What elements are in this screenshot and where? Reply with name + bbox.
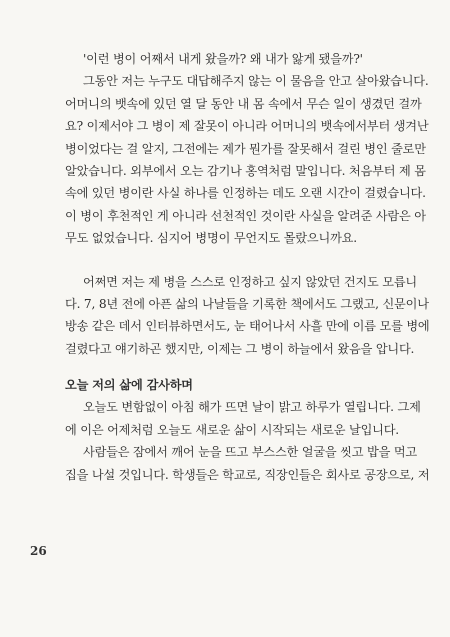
paragraph-line: 사람들은 잠에서 깨어 눈을 뜨고 부스스한 얼굴을 씻고 밥을 먹고 xyxy=(83,445,417,460)
paragraph-line: 무도 없었습니다. 심지어 병명이 무언지도 몰랐으니까요. xyxy=(65,231,357,246)
paragraph-line: 알았습니다. 외부에서 오는 감기나 홍역처럼 말입니다. 처음부터 제 몸 xyxy=(65,163,426,178)
paragraph-line: 오늘도 변함없이 아침 해가 뜨면 날이 밝고 하루가 열립니다. 그제 xyxy=(83,400,421,415)
paragraph-gap xyxy=(65,250,403,271)
quote-line: '이런 병이 어째서 내게 왔을까? 왜 내가 앓게 됐을까?' xyxy=(83,52,363,66)
paragraph-line: 속에 있던 병이란 사실 하나를 인정하는 데도 오랜 시간이 걸렸습니다. xyxy=(65,186,426,201)
paragraph-line: 에 이은 어제처럼 오늘도 새로운 삶이 시작되는 새로운 날입니다. xyxy=(65,422,399,437)
paragraph-line: 다. 7, 8년 전에 아픈 삶의 나날들을 기록한 책에서도 그랬고, 신문이나 xyxy=(65,296,429,311)
section-heading: 오늘 저의 삶에 감사하며 xyxy=(65,378,193,393)
section-gap xyxy=(65,360,403,374)
body-text xyxy=(65,48,430,486)
paragraph-line: 어머니의 뱃속에 있던 열 달 동안 내 몸 속에서 무슨 일이 생겼던 걸까 xyxy=(65,96,422,111)
paragraph-line: 방송 같은 데서 인터뷰하면서도, 눈 태어나서 사흘 만에 이름 모를 병에 xyxy=(65,319,430,334)
paragraph-line: 걸렸다고 얘기하곤 했지만, 이제는 그 병이 하늘에서 왔음을 압니다. xyxy=(65,341,415,356)
paragraph-line: 그동안 저는 누구도 대답해주지 않는 이 물음을 안고 살아왔습니다. xyxy=(83,74,429,89)
paragraph-line: 요? 이제서야 그 병이 제 잘못이 아니라 어머니의 뱃속에서부터 생겨난 xyxy=(65,119,429,134)
paragraph-line: 병이었다는 걸 알지, 그전에는 제가 뭔가를 잘못해서 걸린 병인 줄로만 xyxy=(65,141,426,156)
paragraph-line: 이 병이 후천적인 게 아니라 선천적인 것이란 사실을 알려준 사람은 아 xyxy=(65,208,426,223)
paragraph-line: 집을 나설 것입니다. 학생들은 학교로, 직장인들은 회사로 공장으로, 저 xyxy=(65,467,430,482)
page-number: 26 xyxy=(30,544,47,558)
paragraph-line: 어쩌면 저는 제 병을 스스로 인정하고 싶지 않았던 건지도 모릅니 xyxy=(83,274,417,289)
